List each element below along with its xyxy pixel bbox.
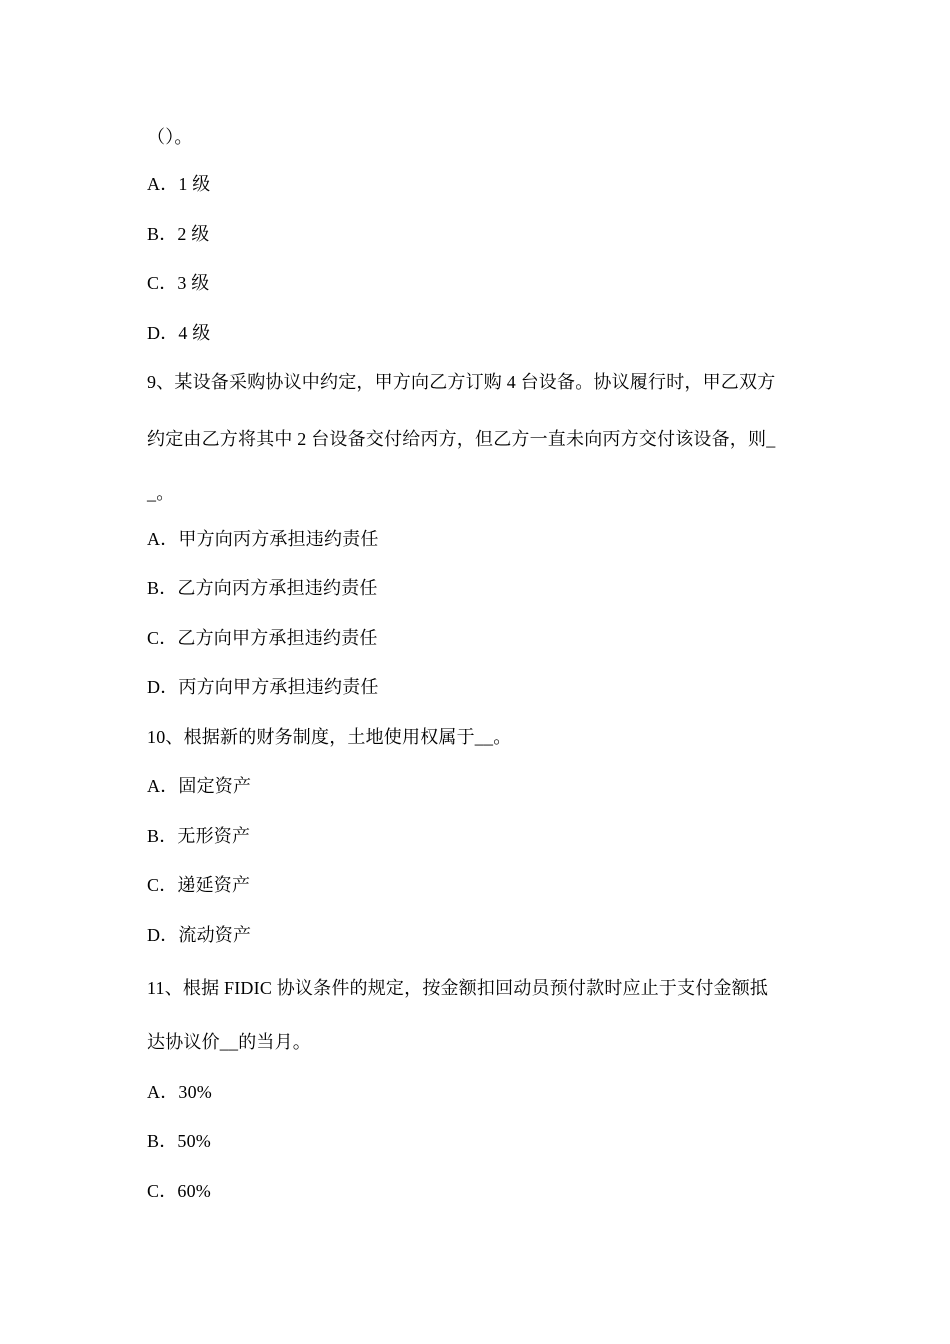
question-11-option-b: B．50% xyxy=(147,1131,211,1151)
question-11-stem-line-1: 11、根据 FIDIC 协议条件的规定，按金额扣回动员预付款时应止于支付金额抵 xyxy=(147,978,769,998)
question-10-option-d: D．流动资产 xyxy=(147,925,252,945)
question-10-option-a: A．固定资产 xyxy=(147,776,252,796)
question-11-option-c: C．60% xyxy=(147,1181,211,1201)
question-9-option-c: C．乙方向甲方承担违约责任 xyxy=(147,628,378,648)
question-10-stem: 10、根据新的财务制度，土地使用权属于__。 xyxy=(147,727,512,747)
question-11-stem-line-2: 达协议价__的当月。 xyxy=(147,1032,311,1052)
question-8-option-a: A．1 级 xyxy=(147,174,211,194)
question-9-stem-line-2: 约定由乙方将其中 2 台设备交付给丙方，但乙方一直未向丙方交付该设备，则_ xyxy=(147,429,776,449)
question-8-option-c: C．3 级 xyxy=(147,273,210,293)
question-9-stem-line-3: _。 xyxy=(147,483,175,503)
question-9-option-b: B．乙方向丙方承担违约责任 xyxy=(147,578,378,598)
question-11-option-a: A．30% xyxy=(147,1082,212,1102)
question-8-option-d: D．4 级 xyxy=(147,323,211,343)
question-10-option-c: C．递延资产 xyxy=(147,875,251,895)
question-8-option-b: B．2 级 xyxy=(147,224,210,244)
question-8-tail-text: （）。 xyxy=(147,127,193,147)
question-9-option-d: D．丙方向甲方承担违约责任 xyxy=(147,677,379,697)
question-9-option-a: A．甲方向丙方承担违约责任 xyxy=(147,529,379,549)
question-9-stem-line-1: 9、某设备采购协议中约定，甲方向乙方订购 4 台设备。协议履行时，甲乙双方 xyxy=(147,372,776,392)
question-10-option-b: B．无形资产 xyxy=(147,826,251,846)
